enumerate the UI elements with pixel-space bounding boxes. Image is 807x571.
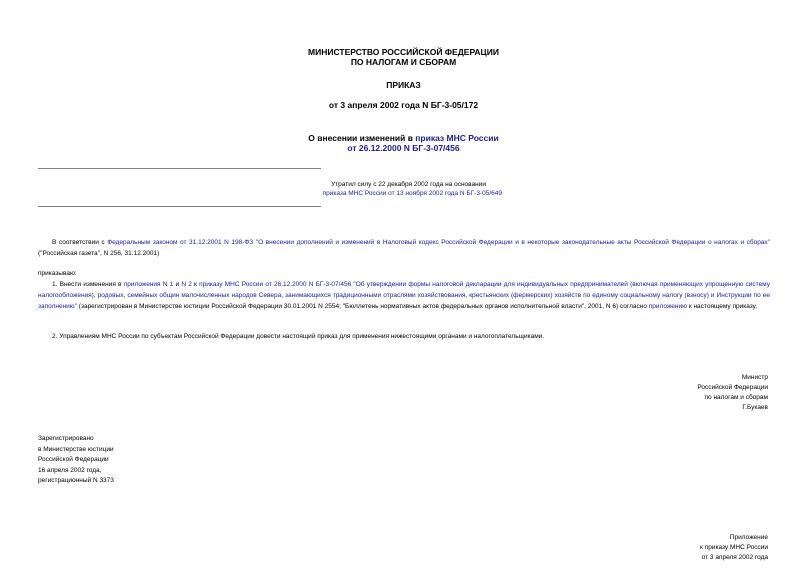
registration-line1: Зарегистрировано: [38, 435, 94, 442]
title-prefix: О внесении изменений в: [308, 133, 416, 143]
status-line1: Утратил силу с 22 декабря 2002 года на основании: [331, 181, 486, 188]
appendix-block: [568, 533, 768, 563]
item1-text2: и: [173, 281, 182, 288]
item-2-paragraph: 2. Управлениям МНС России по субъектам Российской Федерации довести настоящий приказ для применения нижестоящими органами и налогоплательщиками.: [52, 333, 545, 340]
item1-link-order[interactable]: приказу МНС России от 26.12.2000 N БГ-3-07/456 "Об утверждении формы налоговой декларации для индивидуальных предпринимателей (включая применяющих упрощенную систему налогообложения), родовых, семейных общин малочисленных народов Севера, занимающихся традиционными отраслями хозяйствования, крестьянских (фермерских) хозяйств по единому социальному налогу (взносу) и Инструкции по ее заполнению": [38, 281, 770, 310]
document-title-line2[interactable]: от 26.12.2000 N БГ-3-07/456: [347, 143, 460, 153]
document-date-number: от 3 апреля 2002 года N БГ-3-05/172: [328, 100, 479, 110]
ministry-name-line2: ПО НАЛОГАМ И СБОРАМ: [350, 57, 457, 67]
appendix-line1: Приложение: [729, 534, 768, 541]
item1-text5: к настоящему приказу.: [687, 303, 758, 310]
item1-text4: (зарегистрирован в Министерстве юстиции Российской Федерации 30.01.2001 N 2554; "Бюллетень нормативных актов федеральных органов исполнительной власти", 2001, N 6) согласно: [77, 303, 649, 310]
signature-name: Г.Букаев: [742, 404, 768, 411]
signature-title: Министр: [741, 374, 768, 381]
title-link-order[interactable]: приказ МНС России: [415, 133, 499, 143]
preamble-paragraph: [38, 237, 770, 259]
status-line2-link[interactable]: приказа МНС России от 13 ноября 2002 года N БГ-3-05/649: [322, 190, 502, 197]
document-type: ПРИКАЗ: [386, 80, 421, 90]
registration-block: [38, 434, 258, 487]
item1-text1: 1. Внести изменения в: [52, 281, 124, 288]
item1-link-appendix1[interactable]: приложения N 1: [123, 281, 174, 288]
appendix-line3: от 3 апреля 2002 года: [701, 554, 768, 561]
item1-link-appendix2[interactable]: N 2: [181, 281, 192, 288]
ministry-name-line1: МИНИСТЕРСТВО РОССИЙСКОЙ ФЕДЕРАЦИИ: [308, 47, 499, 57]
signature-block: [568, 373, 768, 413]
item1-link-appendix[interactable]: приложению: [648, 303, 688, 310]
preamble-law-link[interactable]: Федеральным законом от 31.12.2001 N 198-ФЗ "О внесении дополнений и изменений в Налоговый кодекс Российской Федерации и в некоторые законодательные акты Российской Федерации о налогах и сборах": [107, 239, 770, 246]
registration-line4: 16 апреля 2002 года,: [38, 466, 102, 474]
preamble-source: ("Российская газета", N 256, 31.12.2001): [38, 250, 160, 257]
appendix-line2: к приказу МНС России: [700, 544, 768, 551]
divider-bottom: [38, 206, 321, 207]
document-title-line1: [0, 133, 807, 143]
registration-line5: регистрационный N 3373: [38, 477, 114, 484]
registration-line2: в Министерстве юстиции: [38, 445, 114, 453]
item-1-paragraph: [38, 279, 770, 312]
signature-line2: Российской Федерации: [697, 384, 768, 391]
order-word: приказываю:: [38, 270, 77, 277]
preamble-text: В соответствии с: [52, 239, 108, 246]
signature-line3: по налогам и сборам: [704, 394, 768, 401]
divider-top: [38, 168, 321, 169]
registration-line3: Российской Федерации: [38, 456, 109, 463]
item1-text3: к: [191, 281, 200, 288]
